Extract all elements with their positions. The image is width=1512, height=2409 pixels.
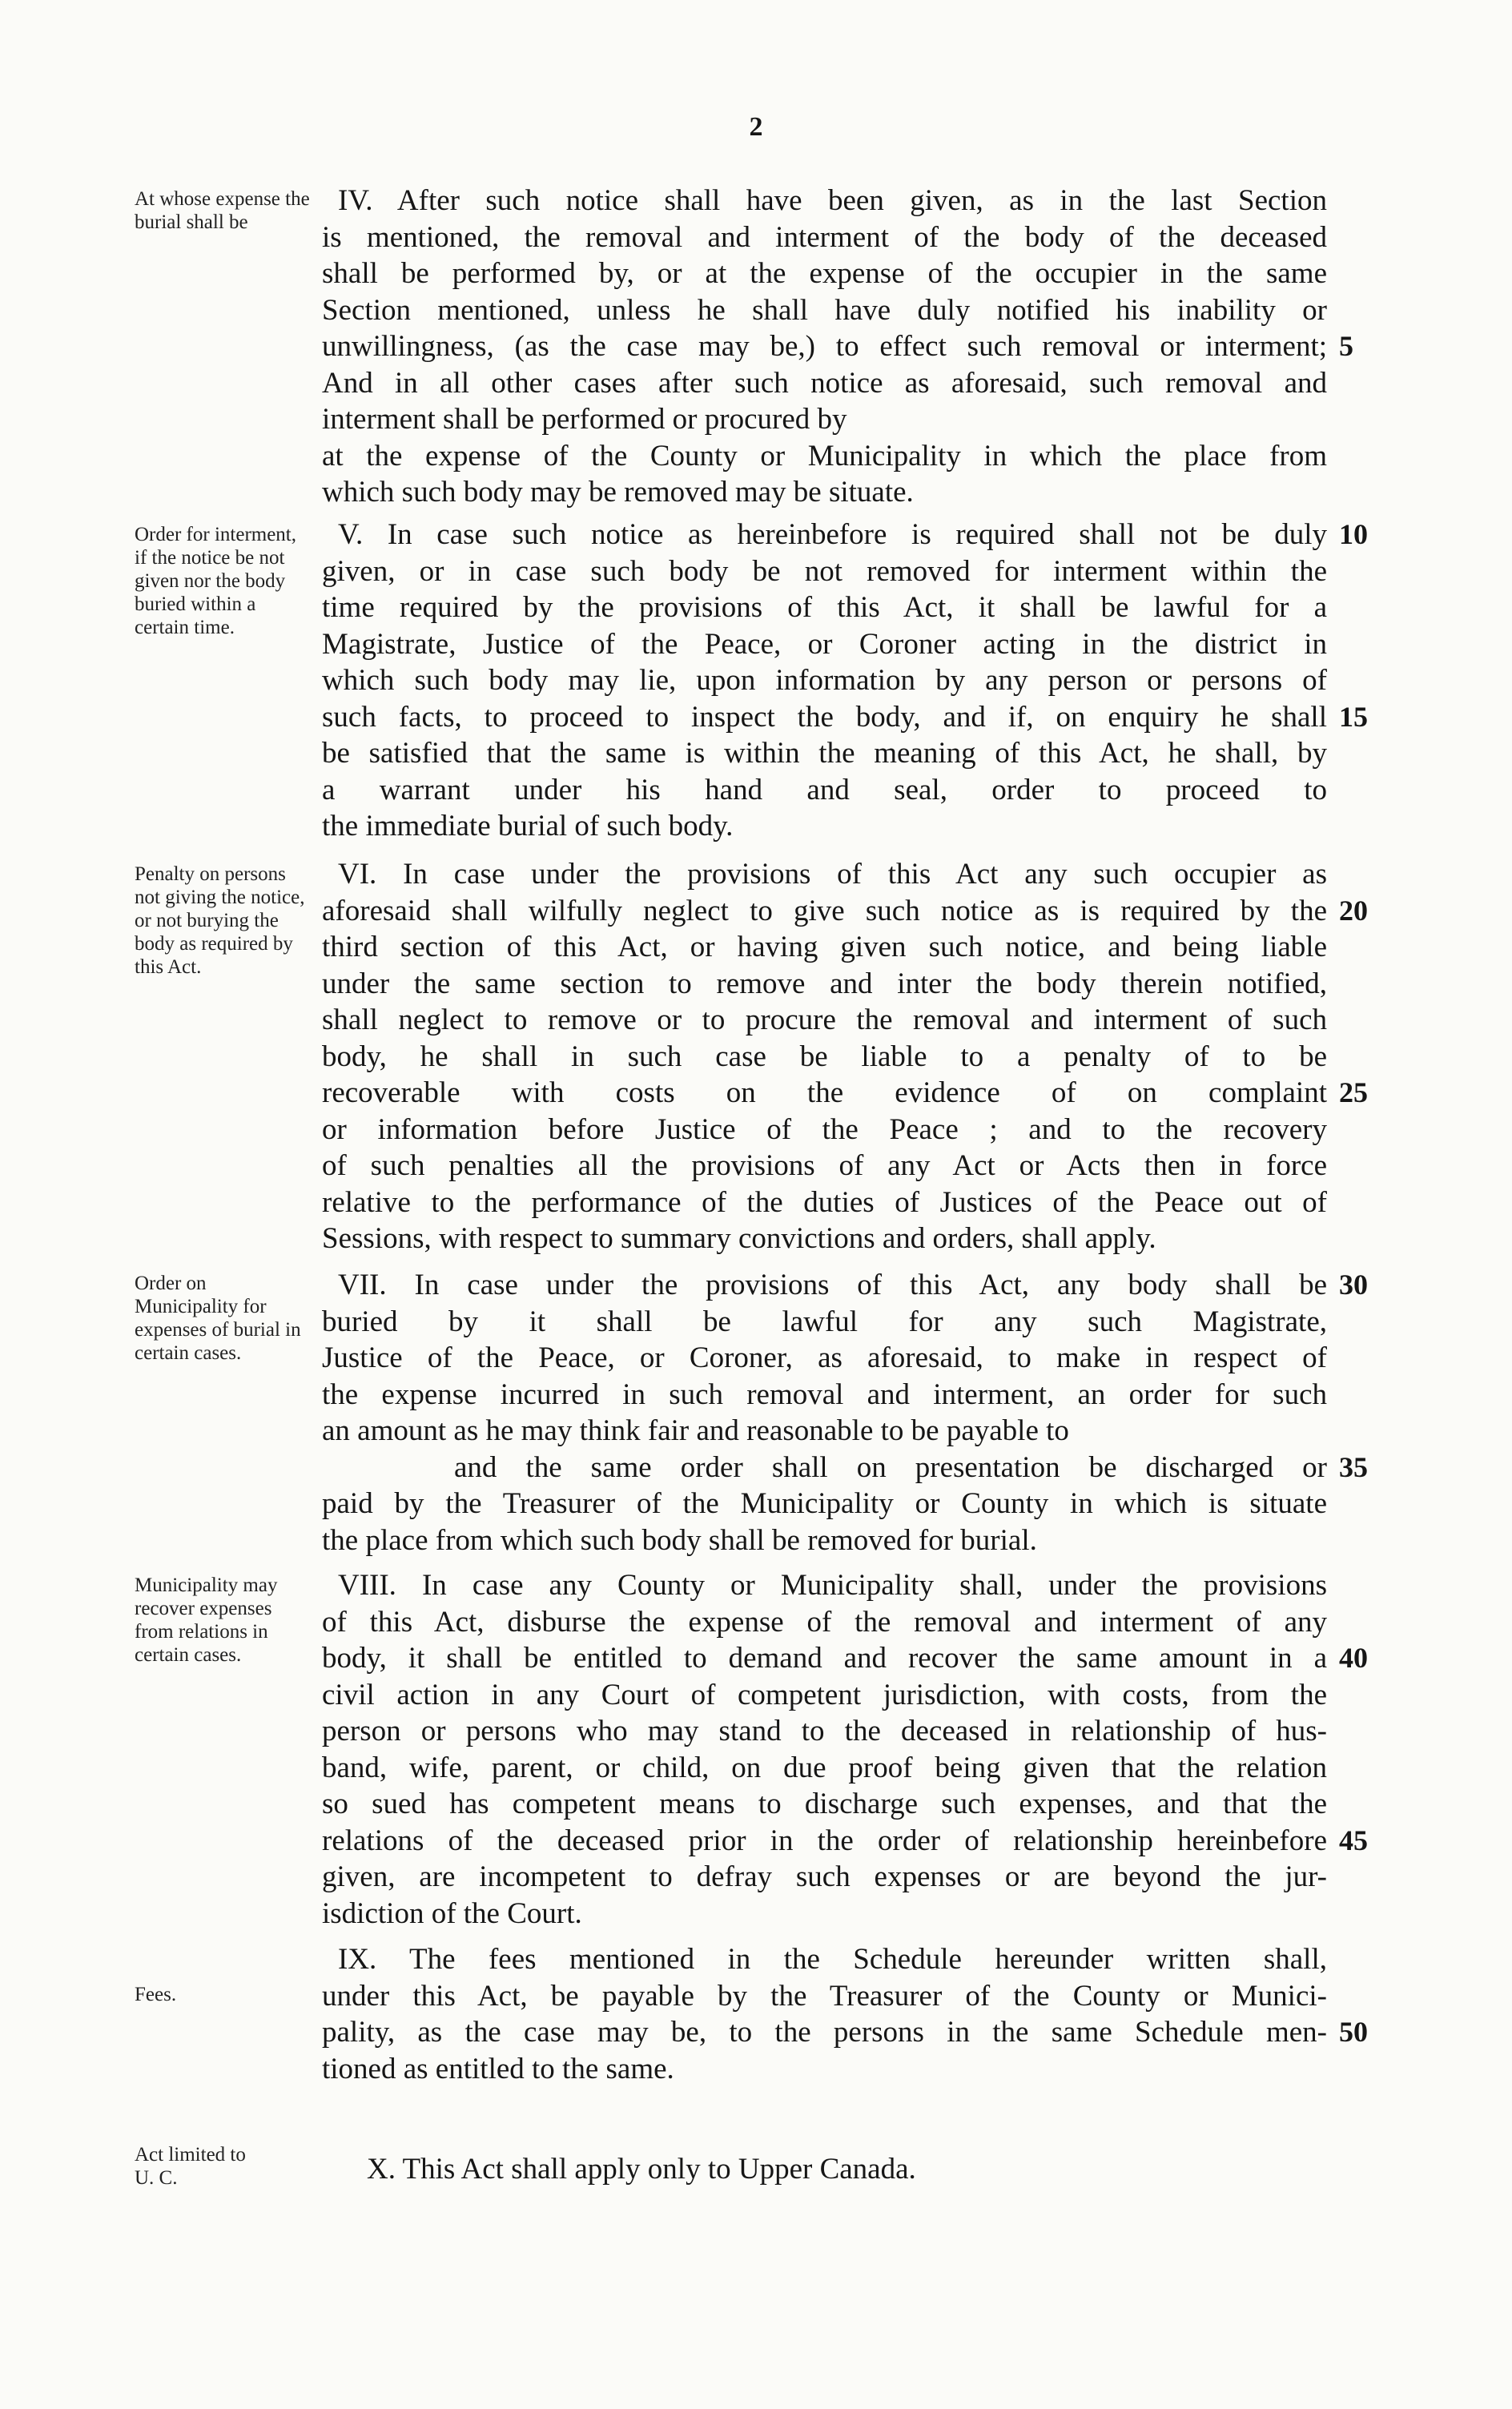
text-line: And in all other cases after such notice as aforesaid, such removal and bbox=[322, 366, 1327, 400]
line-number: 30 bbox=[1339, 1269, 1368, 1301]
text-line: is mentioned, the removal and interment of the body of the deceased bbox=[322, 220, 1327, 254]
line-number: 45 bbox=[1339, 1824, 1368, 1856]
text-line: or information before Justice of the Peace ; and to the recovery bbox=[322, 1112, 1327, 1146]
text-line: isdiction of the Court. bbox=[322, 1896, 582, 1930]
text-line: of this Act, disburse the expense of the removal and interment of any bbox=[322, 1605, 1327, 1639]
text-line: IV. After such notice shall have been given, as in the last Section bbox=[338, 184, 1327, 217]
text-line: time required by the provisions of this Act, it shall be lawful for a bbox=[322, 591, 1327, 624]
text-line: such facts, to proceed to inspect the body, and if, on enquiry he shall bbox=[322, 700, 1327, 734]
text-line: paid by the Treasurer of the Municipality or County in which is situate bbox=[322, 1487, 1327, 1520]
text-line: under the same section to remove and inter the body therein notified, bbox=[322, 967, 1327, 1000]
text-line: VII. In case under the provisions of this Act, any body shall be bbox=[338, 1269, 1327, 1301]
text-line: so sued has competent means to discharge such expenses, and that the bbox=[322, 1788, 1327, 1820]
text-line: civil action in any Court of competent jurisdiction, with costs, from the bbox=[322, 1678, 1327, 1711]
text-line: band, wife, parent, or child, on due proof being given that the relation bbox=[322, 1751, 1327, 1784]
text-line: an amount as he may think fair and reasonable to be payable to bbox=[322, 1414, 1069, 1447]
text-line: shall neglect to remove or to procure the removal and interment of such bbox=[322, 1003, 1327, 1036]
line-number: 40 bbox=[1339, 1642, 1368, 1674]
text-line: pality, as the case may be, to the persons in the same Schedule men- bbox=[322, 2016, 1327, 2049]
line-number: 20 bbox=[1339, 895, 1368, 927]
text-line: third section of this Act, or having given such notice, and being liable bbox=[322, 931, 1327, 963]
text-line: and the same order shall on presentation be discharged or bbox=[454, 1450, 1327, 1484]
text-line: which such body may lie, upon information by any person or persons of bbox=[322, 664, 1327, 697]
text-line: given, are incompetent to defray such expenses or are beyond the jur- bbox=[322, 1860, 1327, 1893]
line-number: 35 bbox=[1339, 1451, 1368, 1483]
text-line: V. In case such notice as hereinbefore is required shall not be duly bbox=[338, 518, 1327, 551]
margin-note: Order for interment, if the notice be not given nor the body buried within a certain time. bbox=[135, 524, 297, 638]
margin-note: Fees. bbox=[135, 1984, 177, 2005]
text-line: person or persons who may stand to the deceased in relationship of hus- bbox=[322, 1715, 1327, 1747]
page-number: 2 bbox=[749, 112, 763, 142]
text-line: Justice of the Peace, or Coroner, as aforesaid, to make in respect of bbox=[322, 1341, 1327, 1374]
text-line: body, he shall in such case be liable to a penalty of to be bbox=[322, 1040, 1327, 1073]
text-line: be satisfied that the same is within the meaning of this Act, he shall, by bbox=[322, 737, 1327, 770]
text-line: buried by it shall be lawful for any such Magistrate, bbox=[322, 1305, 1327, 1338]
section-body bbox=[322, 1567, 1327, 1932]
text-line: the immediate burial of such body. bbox=[322, 810, 734, 843]
section-body bbox=[322, 1941, 1327, 2087]
text-line: the expense incurred in such removal and interment, an order for such bbox=[322, 1377, 1327, 1411]
text-line: under this Act, be payable by the Treasurer of the County or Munici- bbox=[322, 1979, 1327, 2013]
line-number: 15 bbox=[1339, 701, 1368, 733]
text-line: tioned as entitled to the same. bbox=[322, 2052, 674, 2085]
section-body bbox=[322, 1267, 1327, 1558]
margin-note: Penalty on persons not giving the notice, or not burying the body as required by this Act. bbox=[135, 863, 305, 978]
text-line: IX. The fees mentioned in the Schedule hereunder written shall, bbox=[338, 1943, 1327, 1976]
margin-note: At whose expense the burial shall be bbox=[135, 188, 310, 233]
line-number: 25 bbox=[1339, 1076, 1368, 1108]
line-number: 50 bbox=[1339, 2016, 1368, 2048]
text-line: aforesaid shall wilfully neglect to give such notice as is required by the bbox=[322, 894, 1327, 927]
text-line: relative to the performance of the duties of Justices of the Peace out of bbox=[322, 1185, 1327, 1219]
text-line: Sessions, with respect to summary convictions and orders, shall apply. bbox=[322, 1222, 1156, 1255]
margin-note: Municipality may recover expenses from relations in certain cases. bbox=[135, 1574, 278, 1666]
text-line: shall be performed by, or at the expense of the occupier in the same bbox=[322, 257, 1327, 290]
section-body bbox=[367, 2151, 1372, 2188]
text-line: X. This Act shall apply only to Upper Canada. bbox=[367, 2153, 916, 2186]
line-number: 5 bbox=[1339, 330, 1353, 362]
margin-note: Act limited to U. C. bbox=[135, 2144, 246, 2189]
margin-note: Order on Municipality for expenses of burial in certain cases. bbox=[135, 1273, 301, 1364]
section-body bbox=[322, 183, 1327, 511]
line-number: 10 bbox=[1339, 518, 1368, 550]
text-line: of such penalties all the provisions of any Act or Acts then in force bbox=[322, 1149, 1327, 1182]
section-body bbox=[322, 517, 1327, 845]
text-line: a warrant under his hand and seal, order to proceed to bbox=[322, 773, 1327, 806]
text-line: at the expense of the County or Municipality in which the place from bbox=[322, 439, 1327, 473]
text-line: Section mentioned, unless he shall have duly notified his inability or bbox=[322, 293, 1327, 327]
text-line: interment shall be performed or procured by bbox=[322, 403, 847, 436]
section-body bbox=[322, 856, 1327, 1257]
text-line: body, it shall be entitled to demand and recover the same amount in a bbox=[322, 1642, 1327, 1675]
text-line: recoverable with costs on the evidence of on complaint bbox=[322, 1076, 1327, 1109]
text-line: VI. In case under the provisions of this Act any such occupier as bbox=[338, 858, 1327, 891]
text-line: given, or in case such body be not removed for interment within the bbox=[322, 554, 1327, 588]
text-line: unwillingness, (as the case may be,) to effect such removal or interment; bbox=[322, 330, 1327, 363]
text-line: Magistrate, Justice of the Peace, or Coroner acting in the district in bbox=[322, 627, 1327, 661]
text-line: relations of the deceased prior in the order of relationship hereinbefore bbox=[322, 1824, 1327, 1857]
text-line: which such body may be removed may be situate. bbox=[322, 476, 914, 509]
text-line: VIII. In case any County or Municipality shall, under the provisions bbox=[338, 1569, 1327, 1602]
text-line: the place from which such body shall be removed for burial. bbox=[322, 1523, 1037, 1557]
